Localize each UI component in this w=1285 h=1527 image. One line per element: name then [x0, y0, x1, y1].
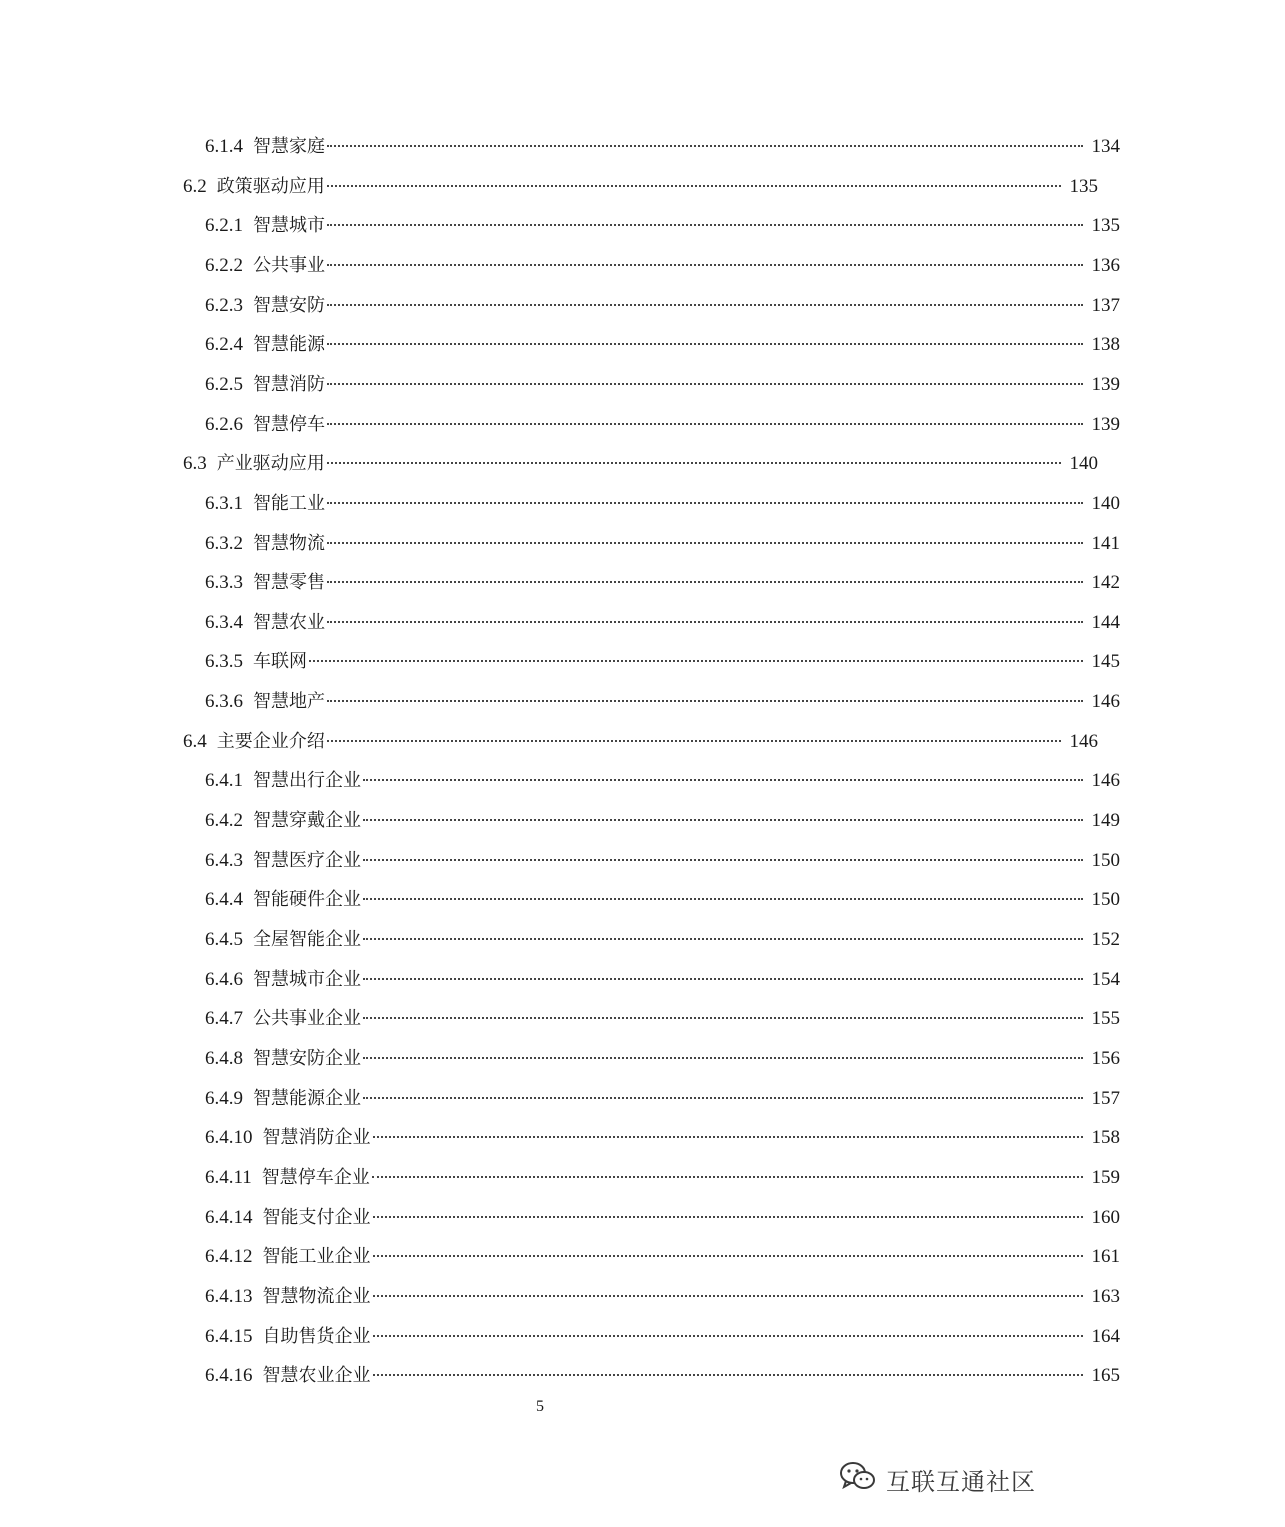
- toc-entry-title: 车联网: [253, 651, 307, 673]
- toc-entry-number: 6.2: [183, 175, 207, 197]
- toc-entry: [0, 1237, 1285, 1277]
- toc-entry-title: 智能硬件企业: [253, 889, 361, 911]
- toc-entry-title: 公共事业企业: [253, 1008, 361, 1030]
- toc-entry-page: 146: [1069, 730, 1098, 752]
- dot-leader: [327, 304, 1083, 306]
- toc-entry: [0, 325, 1285, 365]
- toc-entry-number: 6.3.6: [205, 691, 243, 713]
- toc-entry-number: 6.4.5: [205, 929, 243, 950]
- toc-entry-number: 6.4.13: [205, 1285, 253, 1307]
- toc-entry-title: 智慧安防企业: [253, 1047, 361, 1069]
- toc-entry-number: 6.4.16: [205, 1365, 253, 1387]
- toc-entry-number: 6.2.6: [205, 413, 243, 435]
- toc-entry-title: 政策驱动应用: [216, 175, 325, 197]
- dot-leader: [363, 1017, 1083, 1019]
- toc-entry-page: 134: [1091, 136, 1120, 157]
- toc-entry: [0, 999, 1285, 1039]
- toc-entry-number: 6.2.5: [205, 373, 243, 395]
- dot-leader: [363, 859, 1083, 861]
- toc-entry: [0, 1158, 1285, 1198]
- toc-entry: [0, 642, 1285, 682]
- toc-entry-number: 6.4.12: [205, 1246, 253, 1268]
- toc-entry: [0, 1317, 1285, 1357]
- toc-entry: [0, 1356, 1285, 1396]
- dot-leader: [373, 1255, 1084, 1257]
- toc-entry-page: 150: [1091, 889, 1120, 911]
- toc-entry-number: 6.4: [183, 730, 207, 752]
- toc-entry: [0, 246, 1285, 286]
- toc-entry-number: 6.4.11: [205, 1166, 252, 1188]
- toc-entry-title: 智慧医疗企业: [253, 849, 361, 871]
- toc-entry-title: 智慧家庭: [253, 136, 325, 157]
- dot-leader: [363, 978, 1083, 980]
- dot-leader: [327, 343, 1083, 345]
- toc-entry-title: 智慧物流企业: [262, 1285, 371, 1307]
- toc-entry-number: 6.4.2: [205, 810, 243, 832]
- toc-entry-number: 6.4.1: [205, 770, 243, 792]
- dot-leader: [327, 542, 1083, 544]
- toc-entry-page: 139: [1091, 413, 1120, 435]
- dot-leader: [373, 1136, 1084, 1138]
- toc-entry-title: 全屋智能企业: [253, 929, 361, 950]
- toc-entry-page: 149: [1091, 810, 1120, 832]
- toc-entry-page: 163: [1091, 1285, 1120, 1307]
- toc-entry-page: 152: [1091, 929, 1120, 950]
- toc-entry-page: 137: [1091, 294, 1120, 316]
- toc-entry: [0, 880, 1285, 920]
- toc-entry-title: 公共事业: [253, 254, 325, 276]
- toc-entry-page: 157: [1091, 1087, 1120, 1109]
- toc-entry-title: 智慧能源企业: [253, 1087, 361, 1109]
- toc-entry-number: 6.3: [183, 453, 207, 475]
- dot-leader: [309, 660, 1083, 662]
- toc-entry: [0, 167, 1263, 207]
- toc-entry-title: 智慧物流: [253, 532, 325, 554]
- dot-leader: [327, 621, 1083, 623]
- dot-leader: [363, 938, 1083, 940]
- wechat-icon: [838, 1460, 878, 1499]
- toc-entry-number: 6.3.1: [205, 492, 243, 514]
- toc-entry-number: 6.4.9: [205, 1087, 243, 1109]
- toc-entry-page: 135: [1091, 215, 1120, 237]
- toc-entry: [0, 761, 1285, 801]
- toc-entry: [0, 841, 1285, 881]
- toc-entry: [0, 682, 1285, 722]
- toc-entry: [0, 1118, 1285, 1158]
- dot-leader: [373, 1216, 1084, 1218]
- toc-entry: [0, 1039, 1285, 1079]
- dot-leader: [363, 779, 1083, 781]
- toc-entry-page: 140: [1069, 453, 1098, 475]
- dot-leader: [373, 1295, 1084, 1297]
- toc-entry-number: 6.4.8: [205, 1047, 243, 1069]
- toc-entry: [0, 801, 1285, 841]
- toc-entry-title: 智慧停车企业: [261, 1166, 370, 1188]
- watermark-text: 互联互通社区: [886, 1467, 1036, 1496]
- toc-entry-title: 智慧农业: [253, 611, 325, 633]
- page-number: 5: [536, 1398, 544, 1415]
- toc-entry-title: 智能工业: [253, 492, 325, 514]
- toc-entry-number: 6.4.14: [205, 1206, 253, 1228]
- dot-leader: [327, 581, 1083, 583]
- toc-entry-title: 智慧安防: [253, 294, 325, 316]
- toc-entry-page: 139: [1091, 373, 1120, 395]
- dot-leader: [327, 700, 1083, 702]
- toc-entry-title: 智慧出行企业: [253, 770, 361, 792]
- toc-entry-title: 智能支付企业: [262, 1206, 371, 1228]
- toc-entry-page: 136: [1091, 254, 1120, 276]
- toc-entry-page: 146: [1091, 770, 1120, 792]
- toc-entry-page: 144: [1091, 611, 1120, 633]
- toc-entry: [0, 603, 1285, 643]
- toc-entry-page: 159: [1091, 1166, 1120, 1188]
- dot-leader: [363, 819, 1083, 821]
- dot-leader: [327, 423, 1083, 425]
- toc-entry-title: 智慧零售: [253, 572, 325, 594]
- toc-entry-number: 6.2.4: [205, 334, 243, 356]
- toc-entry-title: 智慧农业企业: [262, 1365, 371, 1387]
- toc-entry-page: 154: [1091, 968, 1120, 990]
- toc-entry-title: 主要企业介绍: [216, 730, 325, 752]
- dot-leader: [327, 145, 1083, 147]
- toc-entry-page: 156: [1091, 1047, 1120, 1069]
- toc-entry: [0, 1079, 1285, 1119]
- toc-entry: [0, 405, 1285, 445]
- toc-entry-number: 6.3.2: [205, 532, 243, 554]
- dot-leader: [327, 740, 1061, 742]
- dot-leader: [363, 1057, 1083, 1059]
- toc-entry: [0, 920, 1285, 960]
- toc-entry: [0, 1198, 1285, 1238]
- toc-entry: [0, 206, 1285, 246]
- toc-entry-number: 6.4.6: [205, 968, 243, 990]
- toc-entry: [0, 484, 1285, 524]
- watermark: [838, 1457, 1036, 1501]
- toc-entry-page: 155: [1091, 1008, 1120, 1030]
- dot-leader: [363, 898, 1083, 900]
- toc-entry-page: 146: [1091, 691, 1120, 713]
- toc-entry-page: 161: [1091, 1246, 1120, 1268]
- toc-entry-number: 6.2.2: [205, 254, 243, 276]
- dot-leader: [327, 462, 1061, 464]
- toc-entry-number: 6.4.10: [205, 1127, 253, 1149]
- toc-entry-page: 158: [1091, 1127, 1120, 1149]
- toc-entry-title: 智慧消防企业: [262, 1127, 371, 1149]
- toc-entry: [0, 127, 1285, 167]
- toc-entry-number: 6.2.3: [205, 294, 243, 316]
- toc-entry-page: 160: [1091, 1206, 1120, 1228]
- toc-entry-number: 6.2.1: [205, 215, 243, 237]
- toc-entry-number: 6.4.15: [205, 1325, 253, 1347]
- dot-leader: [327, 264, 1083, 266]
- toc-entry-page: 164: [1091, 1325, 1120, 1347]
- toc-entry-title: 智慧穿戴企业: [253, 810, 361, 832]
- dot-leader: [373, 1335, 1084, 1337]
- toc-entry-page: 141: [1091, 532, 1120, 554]
- toc-entry-page: 140: [1091, 492, 1120, 514]
- toc-entry-title: 智慧城市企业: [253, 968, 361, 990]
- toc-entry: [0, 286, 1285, 326]
- toc-entry: [0, 524, 1285, 564]
- dot-leader: [363, 1097, 1083, 1099]
- toc-entry-title: 智慧消防: [253, 373, 325, 395]
- toc-entry-page: 145: [1091, 651, 1120, 673]
- toc-entry: [0, 444, 1263, 484]
- toc-entry-page: 138: [1091, 334, 1120, 356]
- toc-entry-number: 6.3.5: [205, 651, 243, 673]
- toc-entry-page: 135: [1069, 175, 1098, 197]
- toc-entry-title: 产业驱动应用: [216, 453, 325, 475]
- toc-entry-page: 165: [1091, 1365, 1120, 1387]
- toc-entry-number: 6.3.3: [205, 572, 243, 594]
- toc-entry-title: 智慧能源: [253, 334, 325, 356]
- toc-entry: [0, 563, 1285, 603]
- toc-entry: [0, 365, 1285, 405]
- dot-leader: [372, 1176, 1083, 1178]
- toc-entry-number: 6.1.4: [205, 136, 243, 157]
- dot-leader: [373, 1374, 1084, 1376]
- toc-entry: [0, 960, 1285, 1000]
- toc-entry-page: 150: [1091, 849, 1120, 871]
- toc-entry: [0, 1277, 1285, 1317]
- dot-leader: [327, 383, 1083, 385]
- toc-entry-title: 智能工业企业: [262, 1246, 371, 1268]
- toc-entry-title: 智慧停车: [253, 413, 325, 435]
- toc-entry-title: 自助售货企业: [262, 1325, 371, 1347]
- toc-entry-title: 智慧城市: [253, 215, 325, 237]
- dot-leader: [327, 224, 1083, 226]
- toc-entry-number: 6.3.4: [205, 611, 243, 633]
- toc-entry-number: 6.4.3: [205, 849, 243, 871]
- toc-entry-title: 智慧地产: [253, 691, 325, 713]
- toc-entry: [0, 722, 1263, 762]
- toc-entry-page: 142: [1091, 572, 1120, 594]
- toc-entry-number: 6.4.7: [205, 1008, 243, 1030]
- dot-leader: [327, 502, 1083, 504]
- toc-entry-number: 6.4.4: [205, 889, 243, 911]
- dot-leader: [327, 185, 1061, 187]
